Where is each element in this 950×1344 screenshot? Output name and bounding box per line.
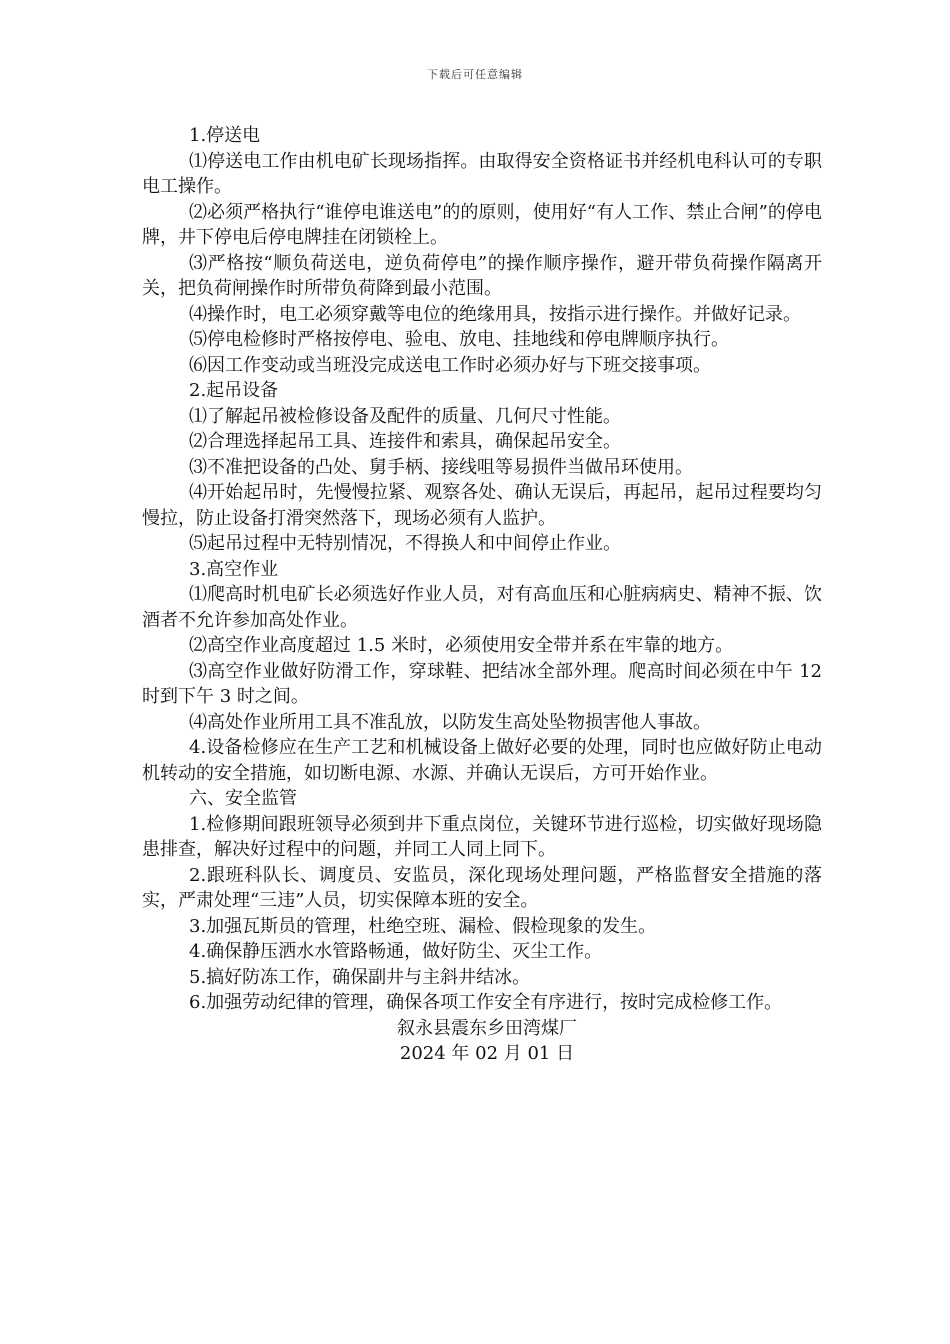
- signature-organization: 叙永县震东乡田湾煤厂: [397, 1017, 577, 1039]
- paragraph: ⑵高空作业高度超过 1.5 米时，必须使用安全带并系在牢靠的地方。: [189, 635, 734, 656]
- paragraph: 3.加强瓦斯员的管理，杜绝空班、漏检、假检现象的发生。: [189, 915, 657, 937]
- paragraph: ⑷操作时，电工必须穿戴等电位的绝缘用具，按指示进行操作。并做好记录。: [189, 303, 801, 325]
- paragraph: ⑸停电检修时严格按停电、验电、放电、挂地线和停电牌顺序执行。: [189, 329, 729, 350]
- paragraph: ⑶不准把设备的凸处、舅手柄、接线咀等易损件当做吊环使用。: [189, 456, 693, 478]
- signature-block: [142, 1016, 822, 1067]
- paragraph: ⑶严格按“顺负荷送电，逆负荷停电”的操作顺序操作，避开带负荷操作隔离开关，把负荷闸操作时所带负荷降到最小范围。: [142, 252, 822, 299]
- signature-date: 2024 年 02 月 01 日: [399, 1043, 575, 1064]
- paragraph: 4.确保静压洒水水管路畅通，做好防尘、灭尘工作。: [189, 941, 603, 962]
- paragraph: 1.检修期间跟班领导必须到井下重点岗位，关键环节进行巡检，切实做好现场隐患排查，解决好过程中的问题，并同工人同上同下。: [142, 813, 822, 860]
- section-heading: 2.起吊设备: [189, 380, 279, 401]
- paragraph: ⑷高处作业所用工具不准乱放，以防发生高处坠物损害他人事故。: [189, 711, 711, 733]
- paragraph: ⑴了解起吊被检修设备及配件的质量、几何尺寸性能。: [189, 405, 621, 427]
- section-heading: 六、安全监管: [189, 788, 297, 809]
- paragraph: 5.搞好防冻工作，确保副井与主斜井结冰。: [189, 966, 531, 988]
- paragraph: 4.设备检修应在生产工艺和机械设备上做好必要的处理，同时也应做好防止电动机转动的安全措施，如切断电源、水源、并确认无误后，方可开始作业。: [142, 737, 822, 784]
- paragraph: ⑶高空作业做好防滑工作，穿球鞋、把结冰全部外理。爬高时间必须在中午 12 时到下午 3 时之间。: [142, 660, 822, 707]
- document-body: [142, 123, 822, 1067]
- header-note: 下载后可任意编辑: [427, 68, 523, 81]
- section-heading: 1.停送电: [189, 125, 261, 146]
- paragraph: ⑹因工作变动或当班没完成送电工作时必须办好与下班交接事项。: [189, 354, 711, 376]
- paragraph: ⑵必须严格执行“谁停电谁送电”的的原则，使用好“有人工作、禁止合闸”的停电牌，井下停电后停电牌挂在闭锁栓上。: [142, 201, 822, 248]
- paragraph: 6.加强劳动纪律的管理，确保各项工作安全有序进行，按时完成检修工作。: [189, 992, 783, 1013]
- paragraph: ⑵合理选择起吊工具、连接件和索具，确保起吊安全。: [189, 431, 621, 452]
- paragraph: ⑴停送电工作由机电矿长现场指挥。由取得安全资格证书并经机电科认可的专职电工操作。: [142, 150, 822, 197]
- section-heading: 3.高空作业: [189, 558, 279, 580]
- paragraph: ⑸起吊过程中无特别情况，不得换人和中间停止作业。: [189, 533, 621, 554]
- paragraph: 2.跟班科队长、调度员、安监员，深化现场处理问题，严格监督安全措施的落实，严肃处理“三违”人员，切实保障本班的安全。: [142, 864, 822, 911]
- paragraph: ⑴爬高时机电矿长必须选好作业人员，对有高血压和心脏病病史、精神不振、饮酒者不允许参加高处作业。: [142, 584, 822, 631]
- paragraph: ⑷开始起吊时，先慢慢拉紧、观察各处、确认无误后，再起吊，起吊过程要均匀慢拉，防止设备打滑突然落下，现场必须有人监护。: [142, 482, 822, 529]
